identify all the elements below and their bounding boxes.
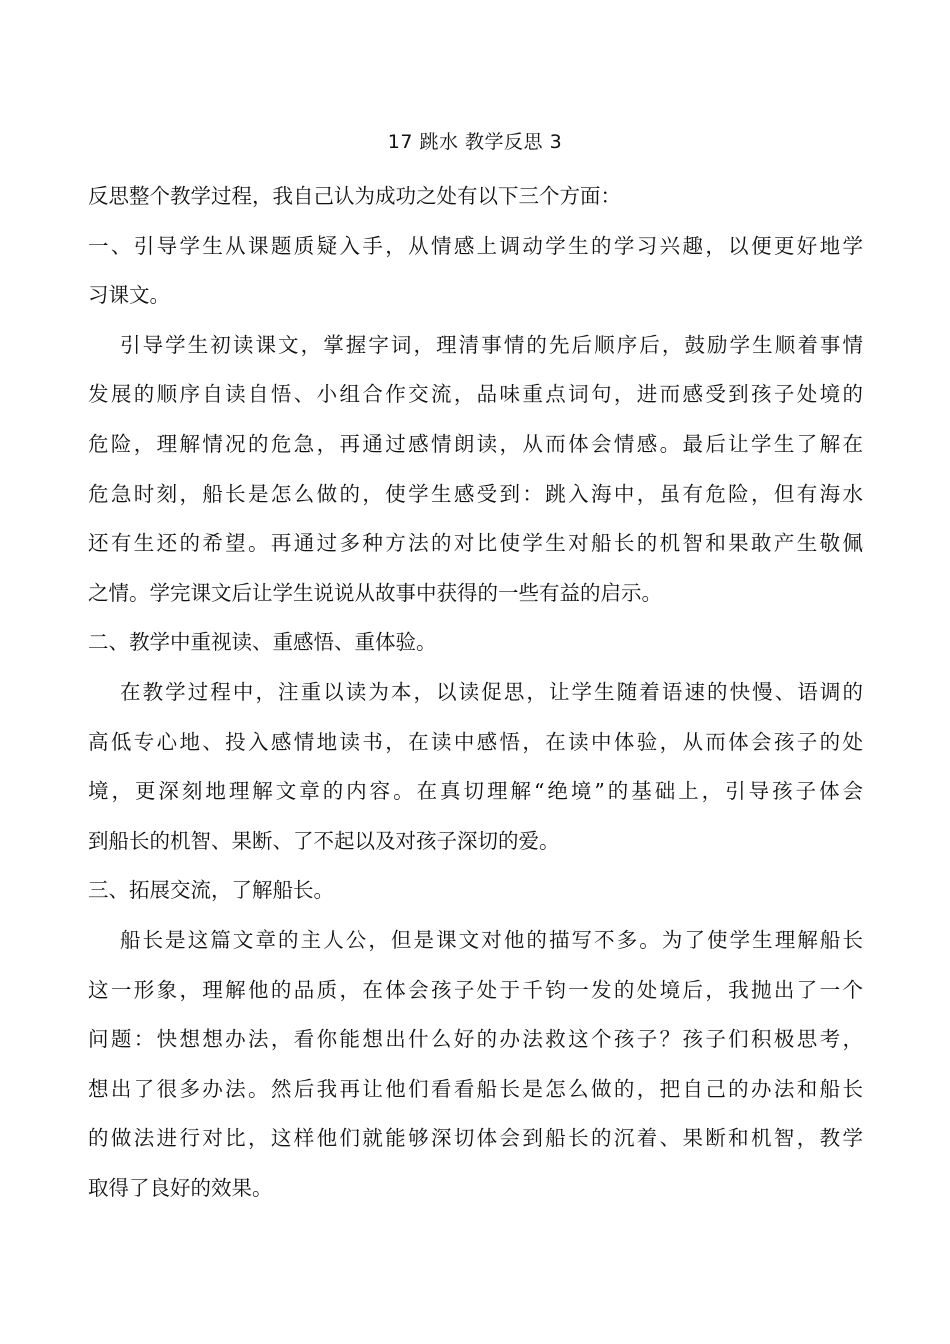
text-line: 高低专心地、投入感情地读书，在读中感悟，在读中体验，从而体会孩子的处 (88, 729, 863, 754)
paragraph-section-2 (88, 668, 863, 866)
text-line: 反思整个教学过程，我自己认为成功之处有以下三个方面： (88, 184, 621, 208)
text-line: 三、拓展交流，了解船长。 (88, 878, 334, 903)
text-line: 习课文。 (88, 283, 170, 308)
text-line: 境，更深刻地理解文章的内容。在真切理解“绝境”的基础上，引导孩子体会 (88, 779, 863, 804)
paragraph-section-3 (88, 916, 863, 1214)
text-line: 到船长的机智、果断、了不起以及对孩子深切的爱。 (88, 828, 560, 853)
text-line: 二、教学中重视读、重感悟、重体验。 (88, 630, 437, 655)
text-line: 想出了很多办法。然后我再让他们看看船长是怎么做的，把自己的办法和船长 (88, 1076, 863, 1101)
text-line: 问题：快想想办法，看你能想出什么好的办法救这个孩子？孩子们积极思考， (88, 1027, 863, 1052)
text-line: 发展的顺序自读自悟、小组合作交流，品味重点词句，进而感受到孩子处境的 (88, 382, 863, 407)
text-line: 船长是这篇文章的主人公，但是课文对他的描写不多。为了使学生理解船长 (120, 927, 863, 952)
paragraph-intro (88, 172, 863, 222)
paragraph-section-1 (88, 321, 863, 619)
document-body (88, 172, 863, 1213)
text-line: 之情。学完课文后让学生说说从故事中获得的一些有益的启示。 (88, 580, 662, 605)
text-line: 引导学生初读课文，掌握字词，理清事情的先后顺序后，鼓励学生顺着事情 (120, 332, 863, 357)
text-line: 危险，理解情况的危急，再通过感情朗读，从而体会情感。最后让学生了解在 (88, 431, 863, 456)
text-line: 危急时刻，船长是怎么做的，使学生感受到：跳入海中，虽有危险，但有海水 (88, 481, 863, 506)
text-line: 还有生还的希望。再通过多种方法的对比使学生对船长的机智和果敢产生敬佩 (88, 531, 863, 556)
document-title: 17 跳水 教学反思 3 (387, 131, 563, 153)
text-line: 取得了良好的效果。 (88, 1175, 273, 1200)
section-heading-3 (88, 866, 863, 916)
section-heading-1 (88, 222, 863, 321)
text-line: 的做法进行对比，这样他们就能够深切体会到船长的沉着、果断和机智，教学 (88, 1126, 863, 1151)
section-heading-2 (88, 618, 863, 668)
text-line: 这一形象，理解他的品质，在体会孩子处于千钧一发的处境后，我抛出了一个 (88, 977, 863, 1002)
text-line: 在教学过程中，注重以读为本，以读促思，让学生随着语速的快慢、语调的 (120, 679, 863, 704)
text-line: 一、引导学生从课题质疑入手，从情感上调动学生的学习兴趣，以便更好地学 (88, 233, 863, 258)
